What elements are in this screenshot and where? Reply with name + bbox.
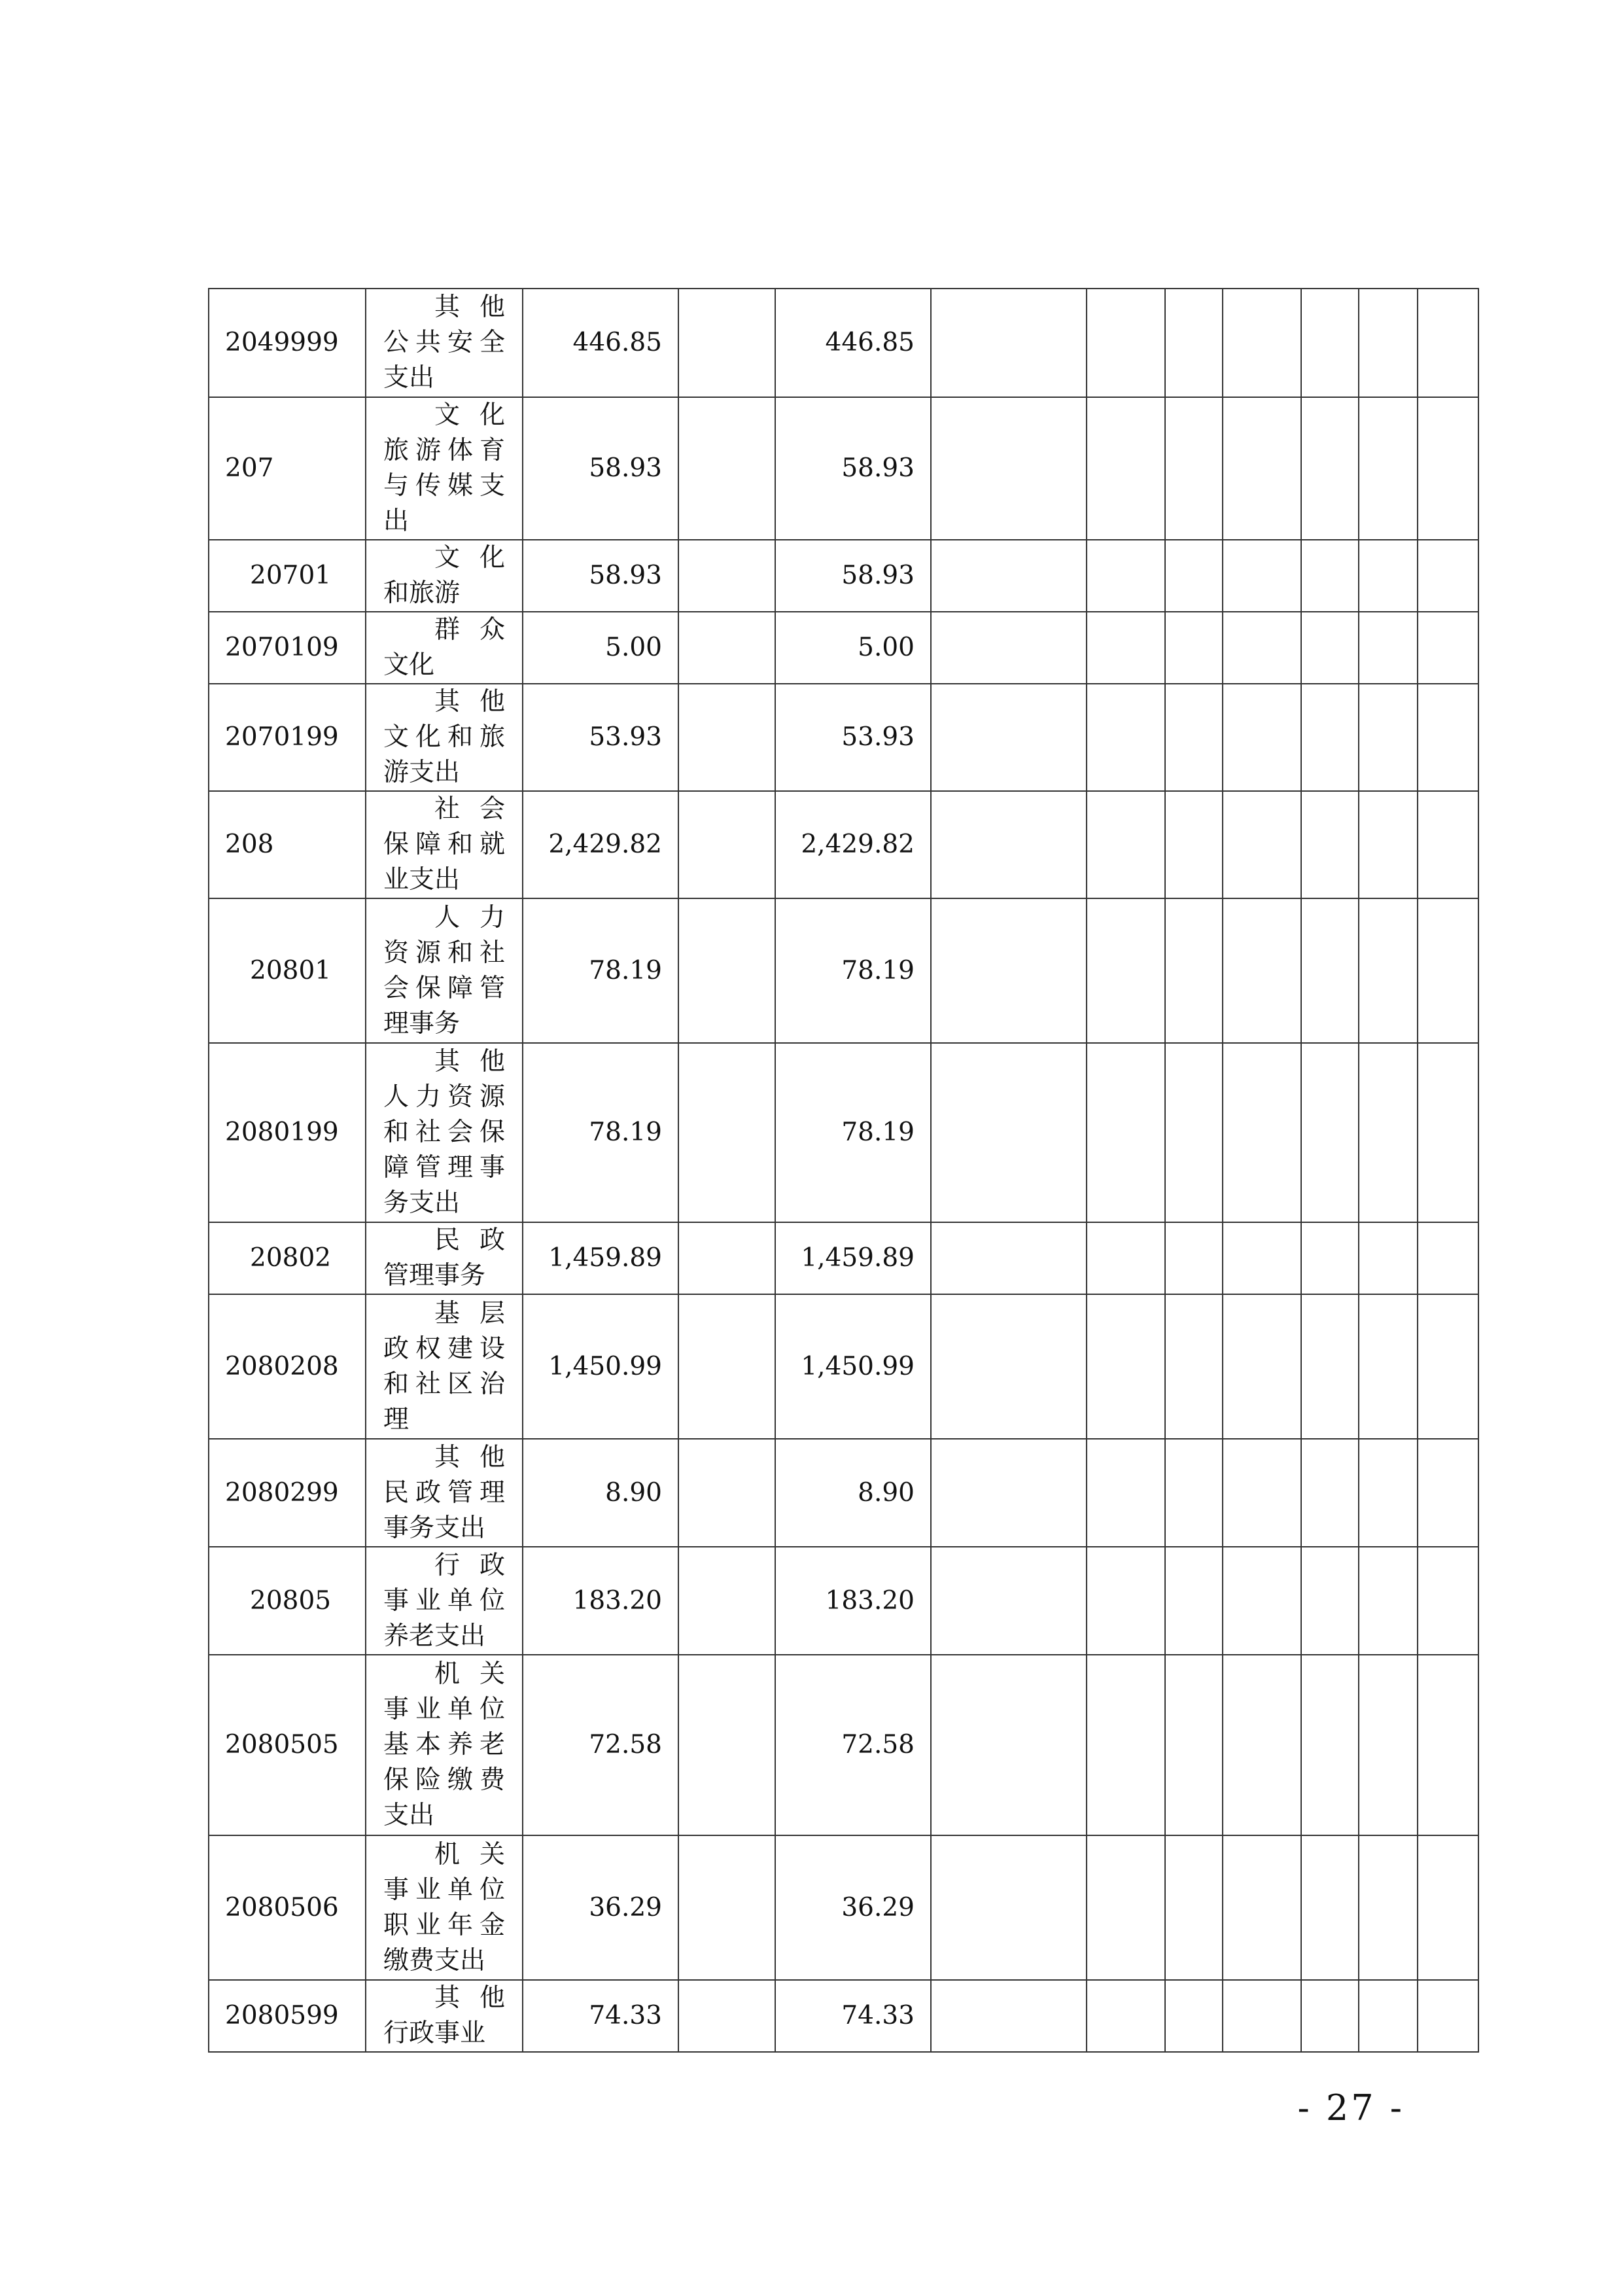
subject-name-cell: 社会保障和就业支出 — [366, 791, 523, 898]
basic-expense-cell — [678, 1547, 775, 1655]
empty-cell — [1359, 1294, 1418, 1439]
table-row — [209, 1439, 1478, 1547]
project-expense-cell: 2,429.82 — [775, 791, 931, 898]
empty-cell — [1301, 397, 1359, 540]
empty-cell — [1301, 684, 1359, 791]
empty-cell — [1301, 791, 1359, 898]
empty-cell — [1165, 540, 1223, 612]
subject-code-cell: 2080208 — [209, 1294, 366, 1439]
empty-cell — [1359, 1655, 1418, 1835]
empty-cell — [931, 1980, 1087, 2052]
subject-code-cell: 208 — [209, 791, 366, 898]
empty-cell — [1418, 612, 1478, 684]
empty-cell — [1418, 898, 1478, 1043]
empty-cell — [1087, 1222, 1165, 1294]
subject-name-cell: 基层政权建设和社区治理 — [366, 1294, 523, 1439]
basic-expense-cell — [678, 684, 775, 791]
basic-expense-cell — [678, 1043, 775, 1222]
empty-cell — [1359, 612, 1418, 684]
subject-code-cell: 2049999 — [209, 289, 366, 397]
empty-cell — [1359, 289, 1418, 397]
subject-code-cell: 2080299 — [209, 1439, 366, 1547]
empty-cell — [1418, 540, 1478, 612]
empty-cell — [1418, 1222, 1478, 1294]
basic-expense-cell — [678, 289, 775, 397]
empty-cell — [1418, 1835, 1478, 1980]
table-row — [209, 1222, 1478, 1294]
empty-cell — [931, 289, 1087, 397]
project-expense-cell: 5.00 — [775, 612, 931, 684]
table-row — [209, 1980, 1478, 2052]
subject-code-cell: 2080505 — [209, 1655, 366, 1835]
project-expense-cell: 36.29 — [775, 1835, 931, 1980]
empty-cell — [1418, 1294, 1478, 1439]
empty-cell — [1359, 1439, 1418, 1547]
table-row — [209, 540, 1478, 612]
empty-cell — [931, 1222, 1087, 1294]
subject-name-cell: 文化旅游体育与传媒支出 — [366, 397, 523, 540]
empty-cell — [931, 1547, 1087, 1655]
empty-cell — [1165, 1439, 1223, 1547]
empty-cell — [1087, 397, 1165, 540]
table-row — [209, 1835, 1478, 1980]
empty-cell — [1165, 1294, 1223, 1439]
empty-cell — [1223, 684, 1301, 791]
table-row — [209, 289, 1478, 397]
empty-cell — [1301, 1294, 1359, 1439]
subject-code-cell: 20805 — [209, 1547, 366, 1655]
table-row — [209, 1294, 1478, 1439]
empty-cell — [1165, 289, 1223, 397]
total-amount-cell: 1,459.89 — [523, 1222, 678, 1294]
empty-cell — [1087, 1835, 1165, 1980]
empty-cell — [1165, 1655, 1223, 1835]
project-expense-cell: 58.93 — [775, 540, 931, 612]
budget-table — [208, 288, 1479, 2053]
empty-cell — [1418, 1547, 1478, 1655]
subject-name-cell: 机关事业单位基本养老保险缴费支出 — [366, 1655, 523, 1835]
empty-cell — [1165, 1222, 1223, 1294]
empty-cell — [1165, 1043, 1223, 1222]
empty-cell — [1418, 397, 1478, 540]
project-expense-cell: 58.93 — [775, 397, 931, 540]
table-row — [209, 898, 1478, 1043]
total-amount-cell: 5.00 — [523, 612, 678, 684]
empty-cell — [1359, 1980, 1418, 2052]
empty-cell — [1223, 898, 1301, 1043]
empty-cell — [1301, 289, 1359, 397]
total-amount-cell: 36.29 — [523, 1835, 678, 1980]
basic-expense-cell — [678, 1294, 775, 1439]
empty-cell — [1087, 540, 1165, 612]
empty-cell — [1087, 289, 1165, 397]
empty-cell — [931, 1439, 1087, 1547]
total-amount-cell: 1,450.99 — [523, 1294, 678, 1439]
empty-cell — [1359, 1043, 1418, 1222]
total-amount-cell: 74.33 — [523, 1980, 678, 2052]
empty-cell — [1223, 1547, 1301, 1655]
empty-cell — [1165, 1835, 1223, 1980]
empty-cell — [931, 1294, 1087, 1439]
table-row — [209, 1547, 1478, 1655]
total-amount-cell: 183.20 — [523, 1547, 678, 1655]
empty-cell — [1418, 791, 1478, 898]
subject-name-cell: 其他公共安全支出 — [366, 289, 523, 397]
subject-name-cell: 其他行政事业 — [366, 1980, 523, 2052]
empty-cell — [1223, 397, 1301, 540]
project-expense-cell: 78.19 — [775, 898, 931, 1043]
empty-cell — [1301, 1043, 1359, 1222]
empty-cell — [1359, 898, 1418, 1043]
project-expense-cell: 53.93 — [775, 684, 931, 791]
empty-cell — [1359, 791, 1418, 898]
total-amount-cell: 78.19 — [523, 1043, 678, 1222]
total-amount-cell: 446.85 — [523, 289, 678, 397]
basic-expense-cell — [678, 898, 775, 1043]
empty-cell — [1418, 684, 1478, 791]
empty-cell — [1223, 540, 1301, 612]
empty-cell — [1165, 1547, 1223, 1655]
basic-expense-cell — [678, 612, 775, 684]
table-row — [209, 791, 1478, 898]
total-amount-cell: 58.93 — [523, 397, 678, 540]
empty-cell — [1165, 1980, 1223, 2052]
empty-cell — [1223, 1043, 1301, 1222]
empty-cell — [1165, 898, 1223, 1043]
empty-cell — [1087, 898, 1165, 1043]
table-row — [209, 684, 1478, 791]
empty-cell — [1223, 1655, 1301, 1835]
empty-cell — [1301, 1655, 1359, 1835]
project-expense-cell: 8.90 — [775, 1439, 931, 1547]
basic-expense-cell — [678, 791, 775, 898]
empty-cell — [1165, 791, 1223, 898]
empty-cell — [931, 1835, 1087, 1980]
project-expense-cell: 1,450.99 — [775, 1294, 931, 1439]
empty-cell — [1301, 540, 1359, 612]
empty-cell — [1223, 791, 1301, 898]
empty-cell — [1359, 397, 1418, 540]
page-number: - 27 - — [1297, 2087, 1405, 2128]
total-amount-cell: 72.58 — [523, 1655, 678, 1835]
subject-code-cell: 207 — [209, 397, 366, 540]
subject-code-cell: 20802 — [209, 1222, 366, 1294]
empty-cell — [931, 1043, 1087, 1222]
empty-cell — [1165, 684, 1223, 791]
empty-cell — [1087, 1439, 1165, 1547]
empty-cell — [1223, 612, 1301, 684]
subject-name-cell: 群众文化 — [366, 612, 523, 684]
empty-cell — [931, 898, 1087, 1043]
subject-code-cell: 2080199 — [209, 1043, 366, 1222]
subject-code-cell: 2070199 — [209, 684, 366, 791]
empty-cell — [1223, 1439, 1301, 1547]
table-row — [209, 1655, 1478, 1835]
total-amount-cell: 78.19 — [523, 898, 678, 1043]
table-row — [209, 397, 1478, 540]
empty-cell — [1301, 612, 1359, 684]
empty-cell — [931, 397, 1087, 540]
total-amount-cell: 8.90 — [523, 1439, 678, 1547]
empty-cell — [1087, 684, 1165, 791]
empty-cell — [1087, 1980, 1165, 2052]
empty-cell — [1418, 289, 1478, 397]
empty-cell — [1223, 1835, 1301, 1980]
empty-cell — [1223, 289, 1301, 397]
subject-name-cell: 其他文化和旅游支出 — [366, 684, 523, 791]
empty-cell — [931, 540, 1087, 612]
empty-cell — [1087, 612, 1165, 684]
empty-cell — [1359, 1547, 1418, 1655]
empty-cell — [931, 1655, 1087, 1835]
empty-cell — [1301, 1980, 1359, 2052]
subject-name-cell: 其他民政管理事务支出 — [366, 1439, 523, 1547]
project-expense-cell: 1,459.89 — [775, 1222, 931, 1294]
empty-cell — [1418, 1655, 1478, 1835]
empty-cell — [931, 612, 1087, 684]
empty-cell — [1223, 1980, 1301, 2052]
empty-cell — [1359, 540, 1418, 612]
project-expense-cell: 72.58 — [775, 1655, 931, 1835]
subject-code-cell: 2080506 — [209, 1835, 366, 1980]
basic-expense-cell — [678, 1980, 775, 2052]
subject-code-cell: 2070109 — [209, 612, 366, 684]
subject-name-cell: 文化和旅游 — [366, 540, 523, 612]
empty-cell — [1359, 684, 1418, 791]
empty-cell — [1223, 1222, 1301, 1294]
empty-cell — [1359, 1835, 1418, 1980]
empty-cell — [1087, 1043, 1165, 1222]
table-row — [209, 612, 1478, 684]
table-body — [209, 289, 1478, 2052]
empty-cell — [931, 791, 1087, 898]
empty-cell — [1418, 1043, 1478, 1222]
empty-cell — [1301, 898, 1359, 1043]
basic-expense-cell — [678, 397, 775, 540]
empty-cell — [1301, 1547, 1359, 1655]
subject-code-cell: 20801 — [209, 898, 366, 1043]
basic-expense-cell — [678, 540, 775, 612]
subject-name-cell: 人力资源和社会保障管理事务 — [366, 898, 523, 1043]
subject-name-cell: 其他人力资源和社会保障管理事务支出 — [366, 1043, 523, 1222]
basic-expense-cell — [678, 1439, 775, 1547]
project-expense-cell: 183.20 — [775, 1547, 931, 1655]
project-expense-cell: 78.19 — [775, 1043, 931, 1222]
subject-code-cell: 2080599 — [209, 1980, 366, 2052]
project-expense-cell: 446.85 — [775, 289, 931, 397]
empty-cell — [1087, 1547, 1165, 1655]
subject-name-cell: 行政事业单位养老支出 — [366, 1547, 523, 1655]
total-amount-cell: 2,429.82 — [523, 791, 678, 898]
table-row — [209, 1043, 1478, 1222]
basic-expense-cell — [678, 1222, 775, 1294]
empty-cell — [1087, 1655, 1165, 1835]
empty-cell — [1165, 397, 1223, 540]
subject-name-cell: 机关事业单位职业年金缴费支出 — [366, 1835, 523, 1980]
empty-cell — [1301, 1439, 1359, 1547]
empty-cell — [1359, 1222, 1418, 1294]
subject-code-cell: 20701 — [209, 540, 366, 612]
empty-cell — [1301, 1222, 1359, 1294]
basic-expense-cell — [678, 1655, 775, 1835]
project-expense-cell: 74.33 — [775, 1980, 931, 2052]
empty-cell — [1418, 1980, 1478, 2052]
empty-cell — [1223, 1294, 1301, 1439]
empty-cell — [1418, 1439, 1478, 1547]
total-amount-cell: 53.93 — [523, 684, 678, 791]
empty-cell — [1301, 1835, 1359, 1980]
subject-name-cell: 民政管理事务 — [366, 1222, 523, 1294]
total-amount-cell: 58.93 — [523, 540, 678, 612]
basic-expense-cell — [678, 1835, 775, 1980]
empty-cell — [1087, 1294, 1165, 1439]
empty-cell — [1165, 612, 1223, 684]
empty-cell — [931, 684, 1087, 791]
empty-cell — [1087, 791, 1165, 898]
